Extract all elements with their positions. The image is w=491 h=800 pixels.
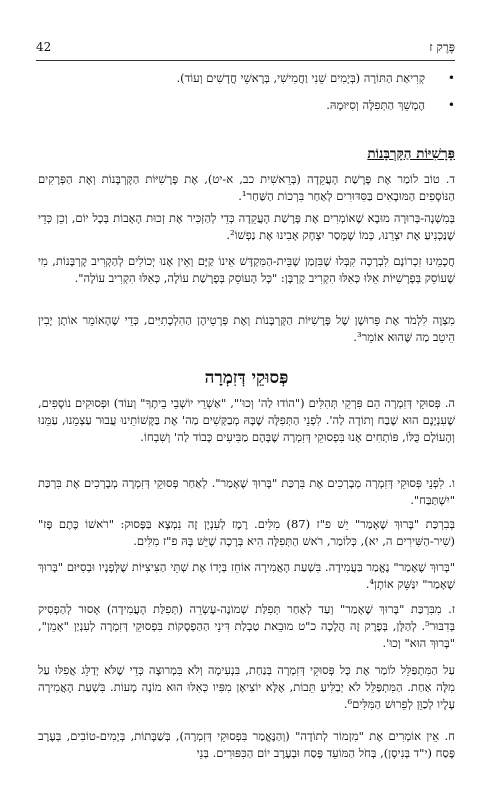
bullet-text: קְרִיאַת הַתּוֹרָה (בְּיָמִים שֵׁנִי וַחֲמִישִׁי, בְּרָאשֵׁי חֳדָשִׁים וְעוֹד). (176, 71, 425, 85)
chapter-header: פֶּרֶק ז (429, 40, 455, 54)
bullet-icon: • (447, 71, 455, 85)
paragraph: ד. טוֹב לוֹמַר אֶת פָּרָשַׁת הָעֲקֵדָה (בְּרֵאשִׁית כב, א-יט), אֶת פָּרָשִׁיּוֹת הַקָּרְבָּנוֹת וְאֶת הַפְּרָקִים הַנּוֹסָפִים הַמּוּבָאִים בַּסִּדּוּרִים לְאַחַר בִּרְכוֹת הַשַּׁחַר¹. (38, 172, 455, 203)
page-number: 42 (36, 40, 52, 54)
paragraph: בְּבִרְכַּת "בָּרוּךְ שֶׁאָמַר" יֵשׁ פ"ז (87) מִלִּים. רֶמֶז לְעִנְיָן זֶה נִמְצָא בַּפָּסוּק: "רֹאשׁוֹ כֶּתֶם פָּז" (שִׁיר-הַשִּׁירִים ה, יא), כְּלוֹמַר, רֹאשׁ הַתְּפִלָּה הִיא בְּרָכָה שֶׁיֵּשׁ בָּהּ פ"ז מִלִּים. (38, 517, 455, 548)
section-title: פְּסוּקֵי דְּזִמְרָה (204, 368, 289, 388)
paragraph: ח. אֵין אוֹמְרִים אֶת "מִזְמוֹר לְתוֹדָה" (וְהַנֶּאֱמַר בִּפְסוּקֵי דְּזִמְרָה), בְּשַׁבָּתוֹת, בְּיָמִים-טוֹבִים, בְּעֶרֶב פֶּסַח (י"ד בְּנִיסָן), בְּחֹל הַמּוֹעֵד פֶּסַח וּבְעֶרֶב יוֹם הַכִּפּוּרִים. בְּנֵי (38, 729, 455, 760)
paragraph: ז. מִבִּרְכַּת "בָּרוּךְ שֶׁאָמַר" וְעַד לְאַחַר תְּפִלַּת שְׁמוֹנֶה-עֶשְׂרֵה (תְּפִלַּת הָעֲמִידָה) אָסוּר לְהַפְסִיק בְּדִבּוּר⁵. לְהַלָּן, בְּפֶרֶק זֶה הֲלָכָה כ"ט מוּבֵאת טַבְלַת דִּינֵי הַהַפְסָקוֹת בִּפְסוּקֵי דְּזִמְרָה לְעִנְיַן "אָמֵן", "בָּרוּךְ הוּא" וְכוּ'. (38, 602, 455, 650)
paragraph: בְּמִשְׁנָה-בְּרוּרָה מוּבָא שֶׁאוֹמְרִים אֶת פָּרָשַׁת הָעֲקֵדָה כְּדֵי לְהַזְכִּיר אֶת זְכוּת הָאָבוֹת בְּכָל יוֹם, וְכֵן כְּדֵי שֶׁנַּכְנִיעַ אֶת יִצְרֵנוּ, כְּמוֹ שֶׁמָּסַר יִצְחָק אָבִינוּ אֶת נַפְשׁוֹ². (38, 211, 455, 242)
paragraph: ה. פְּסוּקֵי דְּזִמְרָה הֵם פִּרְקֵי תְּהִלִּים ("הוֹדוּ לַה' וְכוּ'", "אַשְׁרֵי יוֹשְׁבֵי בֵיתֶךָ" וְעוֹד) וּפְסוּקִים נוֹסָפִים, שֶׁעִנְיָנָם הוּא שֶׁבַח וְתוֹדָה לַה'. לִפְנֵי הַתְּפִלָּה שֶׁבָּהּ מְבַקְּשִׁים מַה' אֶת בַּקָּשׁוֹתֵינוּ עֲבוּר עַצְמֵנוּ, עַמֵּנוּ וְהָעוֹלָם כֻּלּוֹ, פּוֹתְחִים אָנוּ בִּפְסוּקֵי דְּזִמְרָה שֶׁבָּהֶם מַבִּיעִים כָּבוֹד לַה' וְשִׁבְחוֹ. (38, 396, 455, 444)
paragraph: ו. לִפְנֵי פְּסוּקֵי דְּזִמְרָה מְבָרְכִים אֶת בִּרְכַּת "בָּרוּךְ שֶׁאָמַר". לְאַחַר פְּסוּקֵי דְּזִמְרָה מְבָרְכִים אֶת בִּרְכַּת "יִשְׁתַּבַּח". (38, 476, 455, 507)
bullet-text: הֶמְשֵׁךְ הַתְּפִלָּה וְסִיּוּמָהּ. (326, 98, 425, 112)
bullet-icon: • (447, 98, 455, 112)
section-title: פָּרָשִׁיּוֹת הַקָּרְבָּנוֹת (367, 146, 455, 162)
header-rule (36, 60, 455, 61)
paragraph: עַל הַמִּתְפַּלֵּל לוֹמַר אֶת כָּל פְּסוּקֵי דְּזִמְרָה בְּנַחַת, בִּנְעִימָה וְלֹא בִּמְרוּצָה כְּדֵי שֶׁלֹּא יְדַלֵּג אֲפִלּוּ עַל מִלָּה אַחַת. הַמִּתְפַּלֵּל לֹא יְבַלִּיעַ תֵּבוֹת, אֶלָּא יוֹצִיאָן מִפִּיו כְּאִלּוּ הוּא מוֹנֶה מָעוֹת. בִּשְׁעַת הָאֲמִירָה עָלָיו לְכַוֵּן לְפֵרוּשׁ הַמִּלִּים⁶. (38, 663, 455, 711)
paragraph: "בָּרוּךְ שֶׁאָמַר" נֶאֱמַר בַּעֲמִידָה. בִּשְׁעַת הָאֲמִירָה אוֹחֵז בְּיָדוֹ אֶת שְׁתֵּי הַצִּיצִיּוֹת שֶׁלְּפָנָיו וּבְסִיּוּם "בָּרוּךְ שֶׁאָמַר" יִנַּשֵּׁק אוֹתָן⁴. (38, 560, 455, 591)
paragraph: חֲכָמֵינוּ זִכְרוֹנָם לִבְרָכָה קִבְּלוּ שֶׁבִּזְמַן שֶׁבֵּית-הַמִּקְדָּשׁ אֵינוֹ קַיָּם וְאֵין אָנוּ יְכוֹלִים לְהַקְרִיב קָרְבָּנוֹת, מִי שֶׁעוֹסֵק בְּפָרָשִׁיּוֹת אֵלּוּ כְּאִלּוּ הִקְרִיב קָרְבָּן: "כָּל הָעוֹסֵק בְּפָרָשַׁת עוֹלָה, כְּאִלּוּ הִקְרִיב עוֹלָה". (38, 254, 455, 285)
bullet-item (37, 97, 455, 114)
bullet-item (37, 70, 455, 87)
paragraph: מִצְוָה לִלְמֹד אֶת פֵּרוּשָׁן שֶׁל פָּרָשִׁיּוֹת הַקָּרְבָּנוֹת וְאֶת פְּרָטֵיהֶן הַהִלְכָתִיִּים, כְּדֵי שֶׁהָאוֹמֵר אוֹתָן יָבִין הֵיטֵב מַה שֶּׁהוּא אוֹמֵר³. (38, 313, 455, 344)
